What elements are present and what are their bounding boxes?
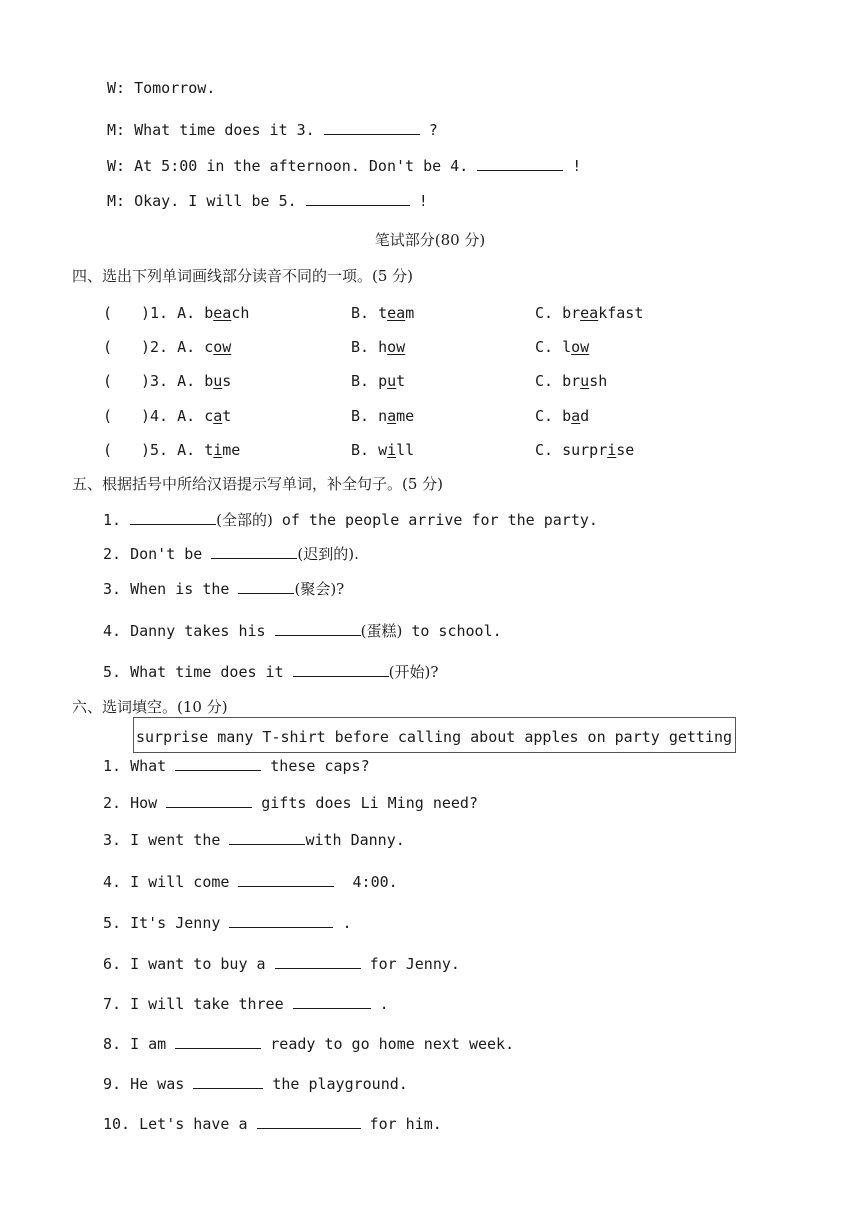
answer-blank[interactable]	[477, 155, 563, 171]
section6-item-3: 3. I went the with Danny.	[103, 831, 405, 849]
section5-item-4: 4. Danny takes his (蛋糕) to school.	[103, 622, 502, 640]
option-c: C. bad	[535, 407, 590, 425]
section5-item-3: 3. When is the (聚会)?	[103, 580, 345, 598]
section4-item-4: ( )4. A. cat B. name C. bad	[103, 407, 590, 425]
answer-blank[interactable]	[175, 1033, 261, 1049]
option-a-word: time	[204, 441, 241, 459]
answer-blank[interactable]	[175, 755, 261, 771]
answer-blank[interactable]	[211, 543, 297, 559]
answer-paren[interactable]: (	[103, 407, 113, 425]
answer-blank[interactable]	[238, 578, 294, 594]
option-b: B. how	[351, 338, 406, 356]
section6-item-8: 8. I am ready to go home next week.	[103, 1035, 515, 1053]
option-c: C. breakfast	[535, 304, 644, 322]
answer-blank[interactable]	[293, 993, 371, 1009]
dialogue-line-4: M: Okay. I will be 5. !	[107, 192, 428, 210]
written-part-title: 笔试部分(80 分)	[374, 231, 486, 249]
answer-blank[interactable]	[238, 871, 334, 887]
answer-blank[interactable]	[306, 190, 410, 206]
option-b: B. name	[351, 407, 415, 425]
section6-item-9: 9. He was the playground.	[103, 1075, 408, 1093]
answer-blank[interactable]	[275, 620, 361, 636]
section5-item-2: 2. Don't be (迟到的).	[103, 545, 359, 563]
answer-paren[interactable]: (	[103, 338, 113, 356]
section6-heading: 六、选词填空。(10 分)	[72, 698, 228, 716]
answer-blank[interactable]	[229, 912, 333, 928]
section6-item-10: 10. Let's have a for him.	[103, 1115, 442, 1133]
option-c: C. low	[535, 338, 590, 356]
dialogue-line-2: M: What time does it 3. ?	[107, 121, 438, 139]
answer-blank[interactable]	[257, 1113, 361, 1129]
option-c: C. surprise	[535, 441, 635, 459]
option-a-word: bus	[204, 372, 232, 390]
section6-item-7: 7. I will take three .	[103, 995, 389, 1013]
answer-blank[interactable]	[324, 119, 420, 135]
section5-item-1: 1. (全部的) of the people arrive for the party.	[103, 511, 598, 529]
answer-paren[interactable]: (	[103, 304, 113, 322]
answer-blank[interactable]	[229, 829, 305, 845]
answer-paren[interactable]: (	[103, 441, 113, 459]
answer-blank[interactable]	[166, 792, 252, 808]
section4-item-1: ( )1. A. beach B. team C. breakfast	[103, 304, 644, 322]
option-b: B. put	[351, 372, 406, 390]
section5-heading: 五、根据括号中所给汉语提示写单词，补全句子。(5 分)	[72, 475, 444, 493]
answer-blank[interactable]	[130, 509, 216, 525]
option-a-word: beach	[204, 304, 250, 322]
word-bank-text: surprise many T-shirt before calling about apples on party getting	[136, 728, 733, 746]
option-b: B. team	[351, 304, 415, 322]
option-c: C. brush	[535, 372, 608, 390]
answer-blank[interactable]	[275, 953, 361, 969]
dialogue-line-3: W: At 5:00 in the afternoon. Don't be 4. !	[107, 157, 582, 175]
answer-paren[interactable]: (	[103, 372, 113, 390]
section6-item-5: 5. It's Jenny .	[103, 914, 352, 932]
section6-item-4: 4. I will come 4:00.	[103, 873, 398, 891]
section4-item-2: ( )2. A. cow B. how C. low	[103, 338, 590, 356]
section4-item-3: ( )3. A. bus B. put C. brush	[103, 372, 608, 390]
answer-blank[interactable]	[293, 661, 389, 677]
section4-heading: 四、选出下列单词画线部分读音不同的一项。(5 分)	[72, 267, 414, 285]
section6-item-1: 1. What these caps?	[103, 757, 370, 775]
option-b: B. will	[351, 441, 415, 459]
option-a-word: cat	[204, 407, 232, 425]
section5-item-5: 5. What time does it (开始)?	[103, 663, 439, 681]
answer-blank[interactable]	[193, 1073, 263, 1089]
section6-item-2: 2. How gifts does Li Ming need?	[103, 794, 478, 812]
option-a-word: cow	[204, 338, 232, 356]
section4-item-5: ( )5. A. time B. will C. surprise	[103, 441, 635, 459]
section6-item-6: 6. I want to buy a for Jenny.	[103, 955, 460, 973]
dialogue-line-1: W: Tomorrow.	[107, 79, 216, 97]
